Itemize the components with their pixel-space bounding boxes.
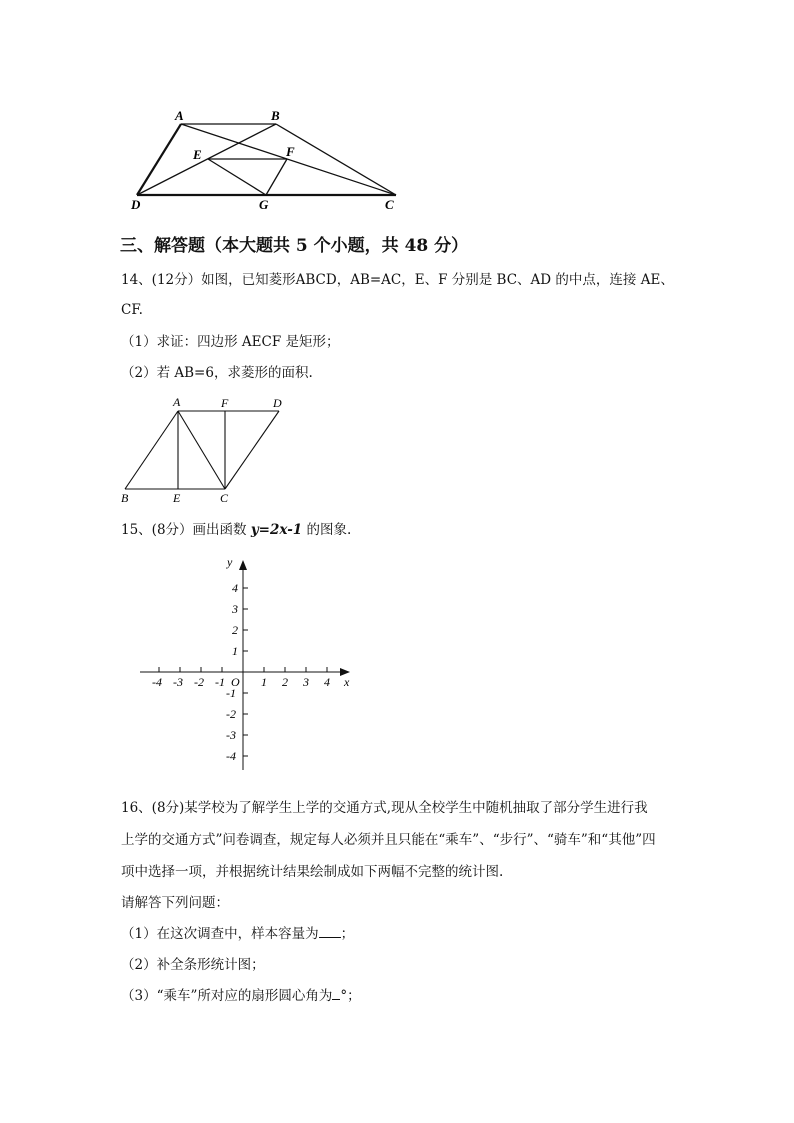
- y-tick-label: 2: [232, 623, 238, 637]
- q16-prompt: 请解答下列问题：: [121, 895, 229, 911]
- coordinate-axes: [130, 550, 360, 780]
- y-tick-label: -4: [226, 749, 236, 763]
- q14-line2: CF.: [121, 302, 143, 318]
- label-a: A: [175, 108, 184, 123]
- segment-ac2: [178, 411, 225, 489]
- q14-part2: （2）若 AB=6，求菱形的面积.: [121, 365, 313, 381]
- section-heading: 三、解答题（本大题共 5 个小题，共 48 分）: [120, 236, 469, 256]
- rhombus-figure: [115, 392, 295, 507]
- y-axis-label: y: [227, 555, 233, 569]
- q16-part2: （2）补全条形统计图；: [121, 957, 265, 973]
- y-tick-label: 4: [232, 581, 238, 595]
- x-tick-label: 2: [282, 675, 288, 689]
- x-axis-label: x: [344, 675, 350, 689]
- q14-line1: 14、(12分）如图，已知菱形ABCD，AB=AC，E、F 分别是 BC、AD 的中点，连接 AE、: [121, 272, 674, 288]
- label-c: C: [385, 197, 394, 212]
- label-f2: F: [221, 396, 229, 410]
- x-tick-label: -4: [152, 675, 162, 689]
- trapezoid-figure: [125, 105, 410, 215]
- x-tick-label: 3: [303, 675, 309, 689]
- q16-part3-end: °；: [340, 988, 361, 1004]
- x-tick-label: -3: [173, 675, 183, 689]
- y-tick-label: 3: [232, 602, 238, 616]
- segment-ab2: [125, 411, 178, 489]
- answer-blank-sample-size[interactable]: [319, 925, 341, 938]
- q15-prefix: 15、(8分）画出函数: [121, 522, 251, 538]
- label-d: D: [131, 197, 141, 212]
- q16-line3: 项中选择一项，并根据统计结果绘制成如下两幅不完整的统计图.: [121, 864, 504, 880]
- q16-line1: 16、(8分)某学校为了解学生上学的交通方式,现从全校学生中随机抽取了部分学生进行我: [121, 800, 648, 816]
- q15-suffix: 的图象.: [302, 522, 352, 538]
- segment-eg: [208, 159, 266, 195]
- segment-fg: [266, 159, 287, 195]
- label-f: F: [286, 144, 295, 159]
- y-tick-label: 1: [232, 644, 238, 658]
- q16-part3-text: （3）“乘车”所对应的扇形圆心角为: [121, 988, 333, 1004]
- q16-part3: [121, 987, 361, 1005]
- y-axis-arrow: [239, 560, 247, 570]
- label-b2: B: [121, 491, 129, 505]
- q16-part1-text: （1）在这次调查中，样本容量为: [121, 926, 319, 942]
- y-tick-label: -2: [226, 707, 236, 721]
- label-e2: E: [173, 491, 181, 505]
- label-a2: A: [173, 395, 181, 409]
- q15-text: [121, 521, 351, 539]
- label-e: E: [193, 147, 202, 162]
- label-d2: D: [273, 396, 282, 410]
- q16-part1: [121, 925, 354, 943]
- label-g: G: [259, 197, 269, 212]
- x-tick-label: 1: [261, 675, 267, 689]
- origin-label: O: [231, 675, 240, 689]
- segment-dc2: [225, 411, 279, 489]
- y-tick-label: -3: [226, 728, 236, 742]
- q15-formula: y=2x-1: [250, 522, 303, 538]
- q16-part1-end: ；: [340, 926, 355, 942]
- q16-line2: 上学的交通方式”问卷调查，规定每人必须并且只能在“乘车”、“步行”、“骑车”和“其他”四: [121, 832, 656, 848]
- x-tick-label: 4: [324, 675, 330, 689]
- y-tick-label: -1: [226, 686, 236, 700]
- label-b: B: [271, 108, 280, 123]
- segment-bc: [276, 124, 396, 195]
- label-c2: C: [220, 491, 229, 505]
- x-tick-label: -1: [215, 675, 225, 689]
- x-tick-label: -2: [194, 675, 204, 689]
- q14-part1: （1）求证：四边形 AECF 是矩形；: [121, 334, 340, 350]
